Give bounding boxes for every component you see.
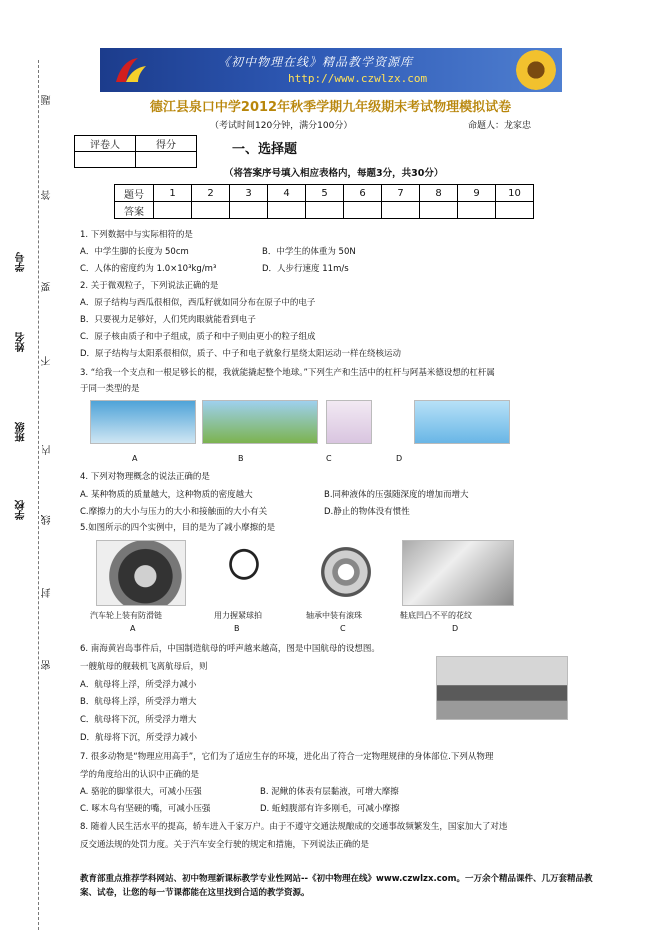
site-banner xyxy=(100,48,562,92)
margin-label: 姓名 xyxy=(16,332,27,352)
page-footer: 教育部重点推荐学科网站、初中物理新课标教学专业性网站--《初中物理在线》www.czwlzx.com。一万余个精品课件、几万套精品教案、试卷，让您的每一节课都能在这里找到合适的教学资源。 xyxy=(80,874,593,898)
option: D．人步行速度 11m/s xyxy=(262,264,349,274)
racket-image xyxy=(206,540,282,604)
question-number: 10 xyxy=(496,185,534,202)
answer-table xyxy=(114,184,534,219)
exam-author: 命题人：龙家忠 xyxy=(468,121,532,131)
question-7-cont: 学的角度给出的认识中正确的是 xyxy=(80,770,200,780)
image-label: C xyxy=(340,624,346,633)
margin-label: 学号 xyxy=(16,252,27,272)
option: A. 某种物质的质量越大，这种物质的密度越大 xyxy=(80,490,253,500)
number-row-label: 题号 xyxy=(115,185,154,202)
option: C．人体的密度约为 1.0×10³kg/m³ xyxy=(80,264,217,274)
image-caption: 汽车轮上装有防滑链 xyxy=(90,611,162,620)
question-3-cont: 于同一类型的是 xyxy=(80,384,140,394)
question-1: 1. 下列数据中与实际相符的是 xyxy=(80,230,193,240)
answer-cell[interactable] xyxy=(344,202,382,219)
section-note: （将答案序号填入相应表格内，每题3分，共30分） xyxy=(224,168,444,179)
option: A．航母将上浮，所受浮力减小 xyxy=(80,680,197,690)
exam-title: 德江县泉口中学2012年秋季学期九年级期末考试物理模拟试卷 xyxy=(149,100,512,115)
margin-label: 内 xyxy=(42,445,53,455)
shoe-sole-image xyxy=(402,540,514,606)
image-label: B xyxy=(234,624,240,633)
question-6: 6. 南海黄岩岛事件后，中国制造航母的呼声越来越高，图是中国航母的设想图。 xyxy=(80,644,380,654)
grader-label: 评卷人 xyxy=(75,136,136,152)
fishing-image xyxy=(414,400,510,444)
margin-label: 密 xyxy=(42,660,53,670)
option: C. 啄木鸟有坚硬的嘴，可减小压强 xyxy=(80,804,211,814)
question-6-cont: 一艘航母的舰载机飞离航母后，则 xyxy=(80,662,208,672)
image-label: D xyxy=(396,454,403,463)
margin-label: 线 xyxy=(42,515,53,525)
image-caption: 鞋底凹凸不平的花纹 xyxy=(400,611,472,620)
question-number: 7 xyxy=(382,185,420,202)
margin-label: 题 xyxy=(42,95,53,105)
option: B．航母将上浮，所受浮力增大 xyxy=(80,697,197,707)
option: D. 蚯蚓腹部有许多刚毛，可减小摩擦 xyxy=(260,804,400,814)
question-number: 6 xyxy=(344,185,382,202)
question-8-cont: 反交通法规的处罚力度。关于汽车安全行驶的规定和措施，下列说法正确的是 xyxy=(80,840,370,850)
margin-label: 要 xyxy=(42,282,53,292)
answer-cell[interactable] xyxy=(496,202,534,219)
lifting-image xyxy=(326,400,372,444)
answer-cell[interactable] xyxy=(420,202,458,219)
section-title: 一、选择题 xyxy=(232,142,298,157)
option: D．原子结构与太阳系很相似，质子、中子和电子就象行星绕太阳运动一样在绕核运动 xyxy=(80,349,402,359)
image-label: B xyxy=(238,454,244,463)
question-8: 8. 随着人民生活水平的提高，轿车进入千家万户。由于不遵守交通法规酿成的交通事故频繁发生，国家加大了对违 xyxy=(80,822,508,832)
option: C．原子核由质子和中子组成，质子和中子则由更小的粒子组成 xyxy=(80,332,316,342)
image-label: A xyxy=(130,624,136,633)
option: C.摩擦力的大小与压力的大小和接触面的大小有关 xyxy=(80,507,268,517)
answer-cell[interactable] xyxy=(154,202,192,219)
answer-cell[interactable] xyxy=(192,202,230,219)
option: D.静止的物体没有惯性 xyxy=(324,507,410,517)
answer-cell[interactable] xyxy=(458,202,496,219)
banner-url[interactable]: http://www.czwlzx.com xyxy=(288,72,428,85)
grader-cell[interactable] xyxy=(75,152,136,168)
question-3: 3. “给我一个支点和一根足够长的棍，我就能撬起整个地球。”下列生产和生活中的杠杆与阿基米德设想的杠杆属 xyxy=(80,368,495,378)
answer-row-label: 答案 xyxy=(115,202,154,219)
sunflower-icon xyxy=(516,50,556,90)
exam-subtitle: （考试时间120分钟，满分100分） xyxy=(210,121,353,131)
aircraft-carrier-image xyxy=(436,656,568,720)
answer-cell[interactable] xyxy=(382,202,420,219)
question-number: 1 xyxy=(154,185,192,202)
wheelbarrow-image xyxy=(202,400,318,444)
question-5: 5.如图所示的四个实例中，目的是为了减小摩擦的是 xyxy=(80,523,276,533)
margin-label: 答 xyxy=(42,190,53,200)
option: B．只要视力足够好，人们凭肉眼就能看到电子 xyxy=(80,315,256,325)
question-number: 4 xyxy=(268,185,306,202)
option: B．中学生的体重为 50N xyxy=(262,247,356,257)
image-caption: 用力握紧球拍 xyxy=(214,611,262,620)
score-label: 得分 xyxy=(136,136,197,152)
option: C．航母将下沉，所受浮力增大 xyxy=(80,715,197,725)
option: A．中学生脚的长度为 50cm xyxy=(80,247,189,257)
margin-label: 不 xyxy=(42,356,53,366)
banner-title: 《初中物理在线》精品教学资源库 xyxy=(218,55,414,69)
option: D．航母将下沉，所受浮力减小 xyxy=(80,733,198,743)
image-label: D xyxy=(452,624,459,633)
answer-cell[interactable] xyxy=(230,202,268,219)
margin-label: 学校 xyxy=(16,500,27,520)
image-label: A xyxy=(132,454,138,463)
question-2: 2. 关于微观粒子，下列说法正确的是 xyxy=(80,281,219,291)
question-number: 5 xyxy=(306,185,344,202)
option: B. 泥鳅的体表有层黏液，可增大摩擦 xyxy=(260,787,399,797)
question-4: 4. 下列对物理概念的说法正确的是 xyxy=(80,472,210,482)
margin-label: 封 xyxy=(42,588,53,598)
option: A．原子结构与西瓜很相似，西瓜籽就如同分布在原子中的电子 xyxy=(80,298,316,308)
image-label: C xyxy=(326,454,332,463)
bearing-image xyxy=(300,540,392,604)
question-number: 3 xyxy=(230,185,268,202)
question-number: 2 xyxy=(192,185,230,202)
score-cell[interactable] xyxy=(136,152,197,168)
grader-table xyxy=(74,135,197,168)
snow-chain-tire-image xyxy=(96,540,186,606)
question-number: 9 xyxy=(458,185,496,202)
chopsticks-image xyxy=(90,400,196,444)
margin-label: 班级 xyxy=(16,422,27,442)
answer-cell[interactable] xyxy=(268,202,306,219)
option: B.同种液体的压强随深度的增加而增大 xyxy=(324,490,469,500)
question-7: 7. 很多动物是“物理应用高手”，它们为了适应生存的环境，进化出了符合一定物理规律的身体部位.下列从物理 xyxy=(80,752,494,762)
option: A. 骆驼的脚掌很大，可减小压强 xyxy=(80,787,202,797)
answer-cell[interactable] xyxy=(306,202,344,219)
logo-icon xyxy=(108,52,152,88)
question-number: 8 xyxy=(420,185,458,202)
image-caption: 轴承中装有滚珠 xyxy=(306,611,362,620)
